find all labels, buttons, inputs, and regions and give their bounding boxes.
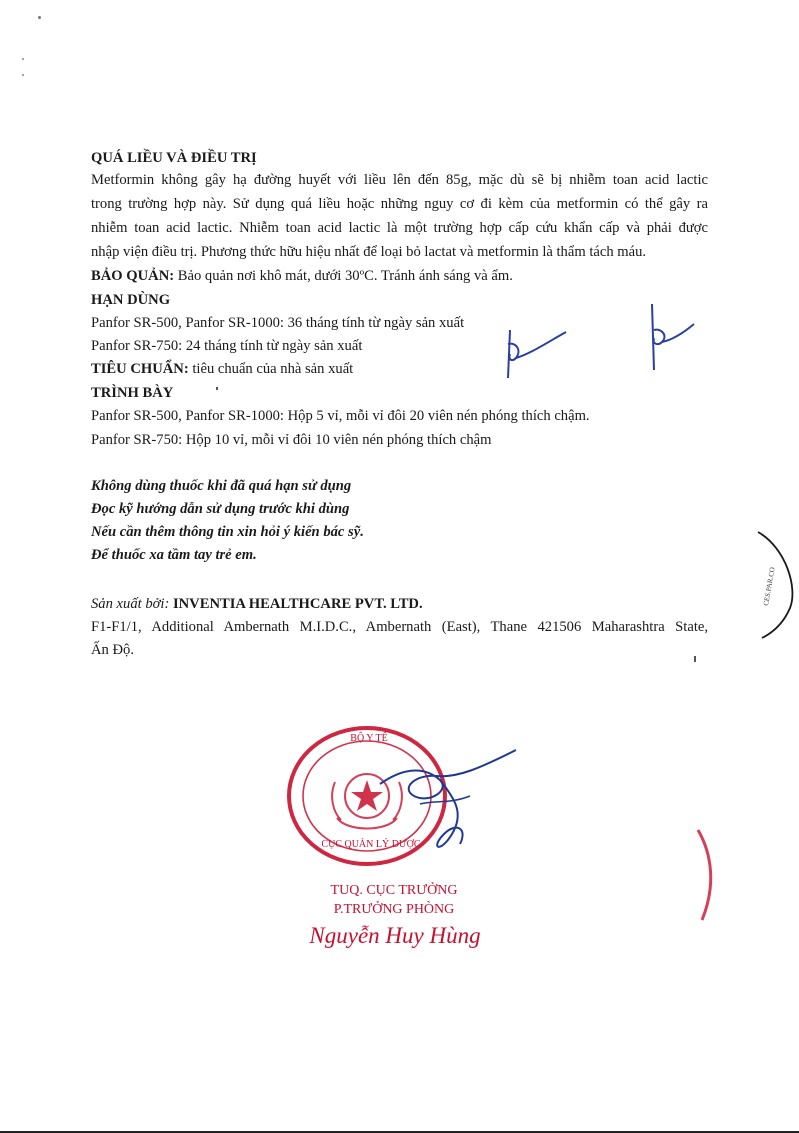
- manufacturer-address-line: F1-F1/1, Additional Ambernath M.I.D.C., Ambernath (East), Thane 421506 Maharashtra State,: [91, 619, 708, 635]
- warning-line: Không dùng thuốc khi đã quá hạn sử dụng: [91, 478, 352, 494]
- scan-speck: [22, 58, 24, 60]
- warning-line: Đọc kỹ hướng dẫn sử dụng trước khi dùng: [91, 501, 350, 517]
- manufacturer-address-line: Ấn Độ.: [91, 642, 134, 658]
- warning-line: Để thuốc xa tầm tay trẻ em.: [91, 547, 257, 563]
- seal-top-text: BỘ Y TẾ: [350, 733, 388, 744]
- storage-line: [91, 266, 513, 286]
- manufacturer-name: INVENTIA HEALTHCARE PVT. LTD.: [172, 596, 423, 612]
- stamp-title-line2: P.TRƯỞNG PHÒNG: [333, 902, 455, 917]
- initials-mark-1: [490, 320, 570, 382]
- margin-stamp-arc: [752, 528, 799, 640]
- signature: [360, 744, 522, 864]
- standard-line: [91, 359, 353, 379]
- standard-label: TIÊU CHUẨN:: [91, 361, 189, 377]
- storage-label: BẢO QUẢN:: [91, 268, 175, 284]
- scan-speck: [38, 16, 41, 19]
- overdose-heading: QUÁ LIỀU VÀ ĐIỀU TRỊ: [91, 150, 257, 166]
- stamp-title-line1: TUQ. CỤC TRƯỞNG: [330, 883, 458, 898]
- initials-mark-2: [640, 300, 700, 372]
- margin-stamp-text: CES.PAR.CO: [762, 566, 777, 607]
- warning-line: Nếu cần thêm thông tin xin hỏi ý kiến bác sỹ.: [91, 524, 364, 540]
- storage-text: Bảo quản nơi khô mát, dưới 30ºC. Tránh ánh sáng và ẩm.: [174, 268, 513, 284]
- presentation-line: Panfor SR-750: Hộp 10 vỉ, mỗi vỉ đôi 10 viên nén phóng thích chậm: [91, 432, 492, 448]
- scan-speck: [216, 387, 218, 390]
- overdose-line: nhập viện điều trị. Phương thức hữu hiệu nhất để loại bỏ lactat và metformin là thẩm tách máu.: [91, 244, 647, 260]
- shelf-life-line: Panfor SR-500, Panfor SR-1000: 36 tháng tính từ ngày sản xuất: [91, 315, 465, 331]
- official-name: Nguyễn Huy Hùng: [309, 923, 481, 948]
- shelf-life-line: Panfor SR-750: 24 tháng tính từ ngày sản xuất: [91, 338, 363, 354]
- presentation-line: Panfor SR-500, Panfor SR-1000: Hộp 5 vỉ, mỗi vỉ đôi 20 viên nén phóng thích chậm.: [91, 408, 590, 424]
- scan-speck: [22, 74, 24, 76]
- manufacturer-label: Sản xuất bởi:: [91, 596, 173, 612]
- presentation-heading: TRÌNH BÀY: [91, 385, 174, 401]
- overdose-line: Metformin không gây hạ đường huyết với liều lên đến 85g, mặc dù sẽ bị nhiễm toan acid lactic: [91, 172, 708, 188]
- edge-seal-partial: [690, 826, 720, 926]
- overdose-line: nhiễm toan acid lactic. Nhiễm toan acid lactic là một trường hợp cấp cứu khẩn cấp và phải được: [91, 220, 708, 236]
- manufacturer-line: [91, 594, 423, 614]
- shelf-life-heading: HẠN DÙNG: [91, 292, 171, 308]
- standard-text: tiêu chuẩn của nhà sản xuất: [188, 361, 354, 377]
- seal-bottom-text: CỤC QUẢN LÝ DƯỢC: [321, 839, 421, 850]
- scan-speck: [694, 656, 696, 662]
- overdose-line: trong trường hợp này. Sử dụng quá liều hoặc những nguy cơ đi kèm của metformin có thể gây ra: [91, 196, 708, 212]
